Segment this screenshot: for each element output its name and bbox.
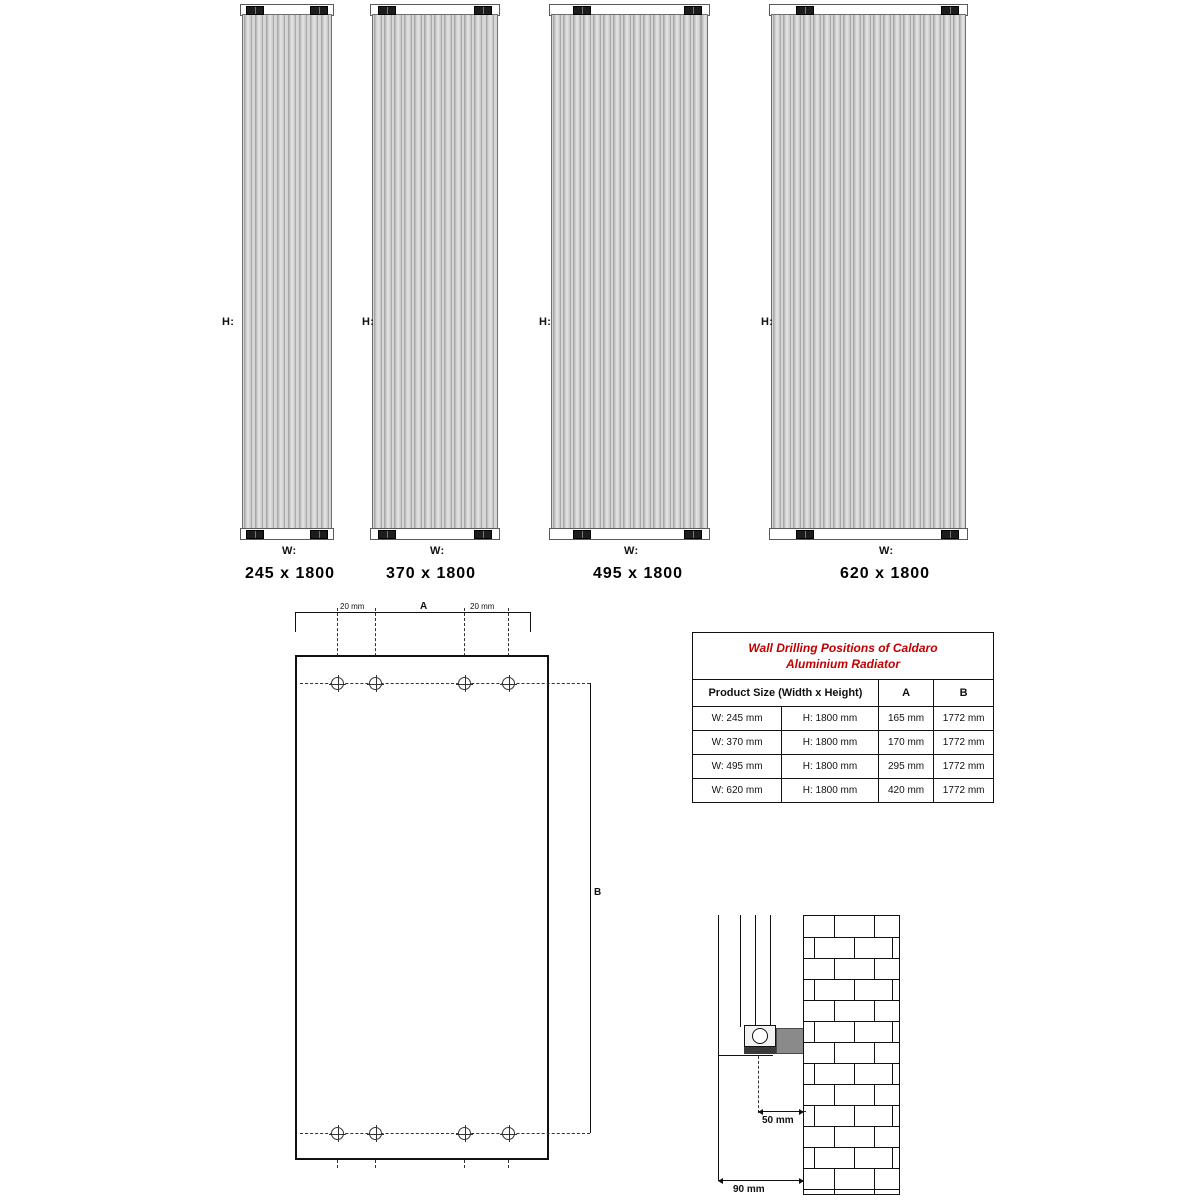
drill-hole: [502, 1127, 515, 1140]
col-header-a: A: [878, 680, 933, 707]
size-caption: 370 x 1800: [386, 565, 477, 582]
wall-bracket: [684, 6, 702, 15]
size-caption: 245 x 1800: [245, 565, 336, 582]
cell-a: 170 mm: [878, 731, 933, 755]
cell-b: 1772 mm: [934, 707, 994, 731]
wall-bracket: [474, 530, 492, 539]
dim-50-label: 50 mm: [762, 1115, 794, 1126]
table-title-line2: Aluminium Radiator: [785, 657, 900, 672]
drill-hole: [502, 677, 515, 690]
radiator-plan-outline: [295, 655, 549, 1160]
drilling-positions-table: [692, 632, 994, 803]
height-label: H:: [761, 316, 774, 328]
wall-bracket: [796, 6, 814, 15]
radiator-profile-line: [718, 1055, 773, 1056]
dim-left-label: 20 mm: [340, 602, 365, 611]
wall-bracket: [474, 6, 492, 15]
table-header-row: [693, 680, 994, 707]
size-caption: 620 x 1800: [840, 565, 931, 582]
dim-extension-line: [295, 612, 296, 632]
radiator-profile-line: [755, 915, 756, 1027]
radiator-profile-line: [740, 915, 741, 1027]
bracket-pivot-icon: [752, 1028, 768, 1044]
cell-height: H: 1800 mm: [782, 731, 879, 755]
height-label: H:: [362, 316, 375, 328]
wall-bracket: [378, 6, 396, 15]
drilling-plan: [280, 600, 620, 1180]
dim-90-arrow: [718, 1180, 804, 1181]
radiator-body: [771, 14, 966, 534]
dim-extension-line: [295, 612, 531, 613]
width-label: W:: [624, 545, 639, 557]
radiator-body: [242, 14, 332, 534]
wall-bracket: [246, 6, 264, 15]
drill-hole: [369, 1127, 382, 1140]
wall-bracket: [310, 530, 328, 539]
width-label: W:: [879, 545, 894, 557]
dim-b-line: [590, 683, 591, 1133]
cell-a: 420 mm: [878, 779, 933, 803]
table-title: [693, 633, 994, 680]
radiator-body: [551, 14, 708, 534]
table-title-line1: Wall Drilling Positions of Caldaro: [748, 641, 938, 655]
wall-bracket: [573, 6, 591, 15]
wall-bracket: [246, 530, 264, 539]
dim-90-extension: [718, 1055, 719, 1180]
cell-height: H: 1800 mm: [782, 755, 879, 779]
wall-bracket: [310, 6, 328, 15]
table-row: [693, 779, 994, 803]
cell-width: W: 245 mm: [693, 707, 782, 731]
wall-bracket: [941, 6, 959, 15]
wall-bracket: [941, 530, 959, 539]
table-row: [693, 731, 994, 755]
drill-hole: [458, 1127, 471, 1140]
size-caption: 495 x 1800: [593, 565, 684, 582]
dim-50-extension: [758, 1051, 759, 1113]
cell-b: 1772 mm: [934, 755, 994, 779]
drill-hole: [331, 677, 344, 690]
bracket-arm: [776, 1028, 804, 1054]
height-label: H:: [222, 316, 235, 328]
drill-hole: [369, 677, 382, 690]
cell-width: W: 620 mm: [693, 779, 782, 803]
dim-extension-line: [530, 612, 531, 632]
cell-a: 295 mm: [878, 755, 933, 779]
brick-wall: [803, 915, 900, 1195]
cell-height: H: 1800 mm: [782, 779, 879, 803]
table-title-row: [693, 633, 994, 680]
wall-mounting-detail: [700, 915, 900, 1195]
table-row: [693, 755, 994, 779]
radiator-body: [372, 14, 498, 534]
bracket-plate: [744, 1047, 776, 1054]
dim-b-label: B: [594, 887, 602, 898]
width-label: W:: [430, 545, 445, 557]
width-label: W:: [282, 545, 297, 557]
col-header-b: B: [934, 680, 994, 707]
cell-a: 165 mm: [878, 707, 933, 731]
drill-hole: [331, 1127, 344, 1140]
table-row: [693, 707, 994, 731]
dim-a-label: A: [420, 601, 428, 612]
drill-hole: [458, 677, 471, 690]
col-header-product-size: Product Size (Width x Height): [693, 680, 879, 707]
dim-right-label: 20 mm: [470, 602, 495, 611]
wall-bracket: [573, 530, 591, 539]
cell-width: W: 370 mm: [693, 731, 782, 755]
radiator-profile-line: [718, 915, 719, 1055]
cell-width: W: 495 mm: [693, 755, 782, 779]
cell-b: 1772 mm: [934, 779, 994, 803]
cell-height: H: 1800 mm: [782, 707, 879, 731]
wall-bracket: [796, 530, 814, 539]
dim-90-label: 90 mm: [733, 1184, 765, 1195]
dim-50-arrow: [758, 1111, 804, 1112]
radiator-profile-line: [770, 915, 771, 1027]
height-label: H:: [539, 316, 552, 328]
wall-bracket: [378, 530, 396, 539]
cell-b: 1772 mm: [934, 731, 994, 755]
wall-bracket: [684, 530, 702, 539]
